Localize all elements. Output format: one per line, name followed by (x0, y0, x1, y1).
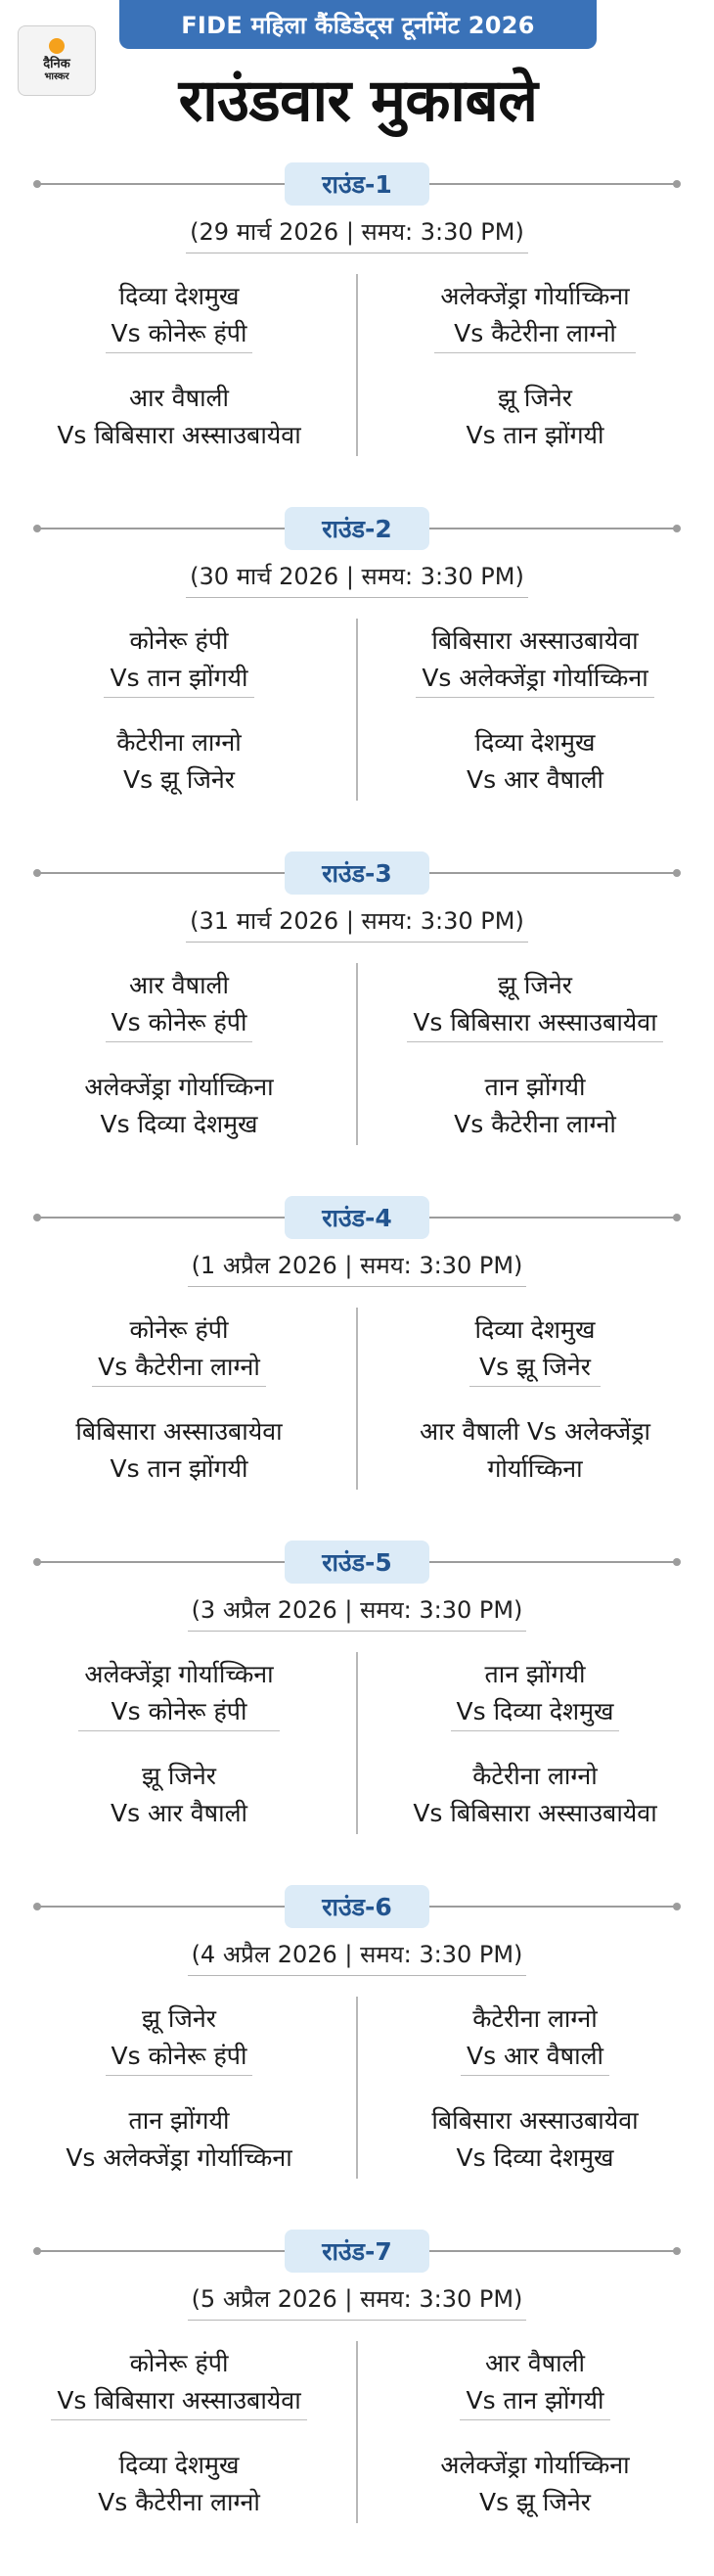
logo-line-2: भास्कर (44, 71, 69, 82)
round-rule-left (35, 1906, 285, 1908)
match-player-2: Vs कैटेरीना लाग्नो (454, 1110, 616, 1138)
match-player-2: Vs तान झोंगयी (466, 421, 604, 449)
match-text (451, 1656, 620, 1731)
match-player-1: बिबिसारा अस्साउबायेवा (431, 625, 639, 655)
match-text (460, 380, 609, 454)
round-section (0, 846, 714, 1190)
match-player-1: बिबिसारा अस्साउबायेवा (431, 2106, 639, 2135)
match (8, 1989, 350, 2087)
round-rule-right (429, 183, 679, 185)
column-divider (356, 619, 358, 801)
match-player-1: अलेक्जेंड्रा गोर्याच्किना (84, 1073, 274, 1101)
column-divider (356, 1652, 358, 1834)
round-label: राउंड-3 (285, 851, 429, 895)
match (8, 1057, 350, 1155)
round-rule-left (35, 183, 285, 185)
match-player-2: Vs तान झोंगयी (110, 1454, 248, 1483)
match-player-2: Vs कोनेरू हंपी (111, 318, 247, 347)
match (364, 368, 706, 466)
match (364, 2091, 706, 2188)
logo-line-1: दैनिक (43, 57, 70, 71)
match-player-2: Vs तान झोंगयी (110, 663, 248, 692)
round-rule-right (429, 1217, 679, 1219)
round-rule-left (35, 1561, 285, 1563)
match (8, 2091, 350, 2188)
match-player-2: Vs झू जिनेर (478, 1352, 592, 1381)
match-player-2: Vs आर वैषाली (110, 1799, 248, 1827)
match-text (416, 622, 653, 698)
match-player-2: Vs बिबिसारा अस्साउबायेवा (413, 1799, 657, 1827)
round-rule-right (429, 2250, 679, 2252)
match (364, 1057, 706, 1155)
round-label: राउंड-1 (285, 162, 429, 206)
round-section (0, 1879, 714, 2224)
match (8, 1402, 350, 1499)
match-player-2: Vs दिव्या देशमुख (100, 1110, 258, 1138)
match-player-1: झू जिनेर (142, 2003, 216, 2033)
round-label: राउंड-2 (285, 507, 429, 550)
round-date: (30 मार्च 2026 | समय: 3:30 PM) (186, 560, 528, 598)
match-text (51, 380, 306, 454)
match-text (78, 1069, 279, 1143)
page-title: राउंडवार मुकाबले (178, 67, 538, 135)
match-player-2: Vs आर वैषाली (466, 765, 604, 794)
match-text (104, 622, 253, 698)
match-player-1: दिव्या देशमुख (118, 281, 240, 310)
column-divider (356, 1308, 358, 1490)
match-player-1: अलेक्जेंड्रा गोर्याच्किना (440, 281, 630, 310)
column-divider (356, 963, 358, 1145)
match-player-2: Vs अलेक्जेंड्रा गोर्याच्किना (422, 663, 648, 692)
match (364, 1300, 706, 1398)
match-player-2: Vs दिव्या देशमुख (456, 2143, 614, 2172)
round-date-row (0, 2278, 714, 2323)
match-player-1: बिबिसारा अस्साउबायेवा (75, 1417, 283, 1446)
match-player-2: Vs कैटेरीना लाग्नो (98, 1352, 260, 1381)
match (364, 955, 706, 1053)
matches-grid (0, 2333, 714, 2541)
match-player-1: कैटेरीना लाग्नो (116, 728, 242, 757)
column-divider (356, 2341, 358, 2523)
match-player-1: आर वैषाली (129, 970, 229, 999)
match-player-1: आर वैषाली (485, 2348, 585, 2377)
match-player-2: Vs बिबिसारा अस्साउबायेवा (57, 2385, 301, 2415)
matches-grid (0, 1989, 714, 2196)
match (8, 1746, 350, 1844)
match (8, 2435, 350, 2533)
match-player-1: दिव्या देशमुख (474, 1314, 596, 1344)
match-text (92, 2447, 266, 2521)
match-player-1: कैटेरीना लाग्नो (472, 2003, 598, 2033)
round-section (0, 157, 714, 501)
match-player-1: दिव्या देशमुख (118, 2451, 240, 2479)
round-header (0, 1535, 714, 1589)
match-player-2: Vs बिबिसारा अस्साउबायेवा (57, 421, 301, 449)
column-divider (356, 274, 358, 456)
match-text (106, 967, 253, 1042)
match-text (105, 1758, 253, 1832)
match (364, 2435, 706, 2533)
match (8, 1300, 350, 1398)
match-player-1: तान झोंगयी (128, 2106, 230, 2135)
round-section (0, 501, 714, 846)
match (8, 2333, 350, 2431)
match-text (69, 1413, 288, 1488)
round-date: (4 अप्रैल 2026 | समय: 3:30 PM) (188, 1938, 527, 1976)
round-label: राउंड-5 (285, 1541, 429, 1584)
match-player-1: झू जिनेर (498, 970, 572, 999)
round-date: (3 अप्रैल 2026 | समय: 3:30 PM) (188, 1593, 527, 1632)
matches-grid (0, 611, 714, 818)
sun-icon (49, 38, 65, 54)
round-header (0, 2224, 714, 2278)
matches-grid (0, 1644, 714, 1852)
event-banner: FIDE महिला कैंडिडेट्स टूर्नामेंट 2026 (119, 0, 597, 49)
match (364, 713, 706, 810)
match-player-1: कैटेरीना लाग्नो (472, 1762, 598, 1790)
match-player-1: कोनेरू हंपी (129, 1314, 229, 1344)
round-date-row (0, 1245, 714, 1290)
match-text (407, 1758, 662, 1832)
match-player-1: आर वैषाली (129, 384, 229, 412)
match-player-2: Vs कोनेरू हंपी (111, 1007, 247, 1036)
round-header (0, 157, 714, 211)
match-player-2: Vs दिव्या देशमुख (456, 1696, 614, 1725)
match (8, 955, 350, 1053)
round-rule-left (35, 1217, 285, 1219)
match-player-1: अलेक्जेंड्रा गोर्याच्किना (84, 1659, 274, 1688)
round-rule-right (429, 1906, 679, 1908)
round-rule-right (429, 1561, 679, 1563)
match-text (461, 724, 609, 799)
match-player-1: दिव्या देशमुख (474, 728, 596, 757)
round-date: (1 अप्रैल 2026 | समय: 3:30 PM) (188, 1249, 527, 1287)
match-text (461, 2001, 609, 2076)
match-text (448, 1069, 622, 1143)
dainik-bhaskar-logo (18, 25, 96, 96)
round-date: (31 मार्च 2026 | समय: 3:30 PM) (186, 904, 528, 943)
match-player-2: Vs आर वैषाली (466, 2041, 604, 2070)
round-rule-right (429, 528, 679, 529)
match-text (425, 2102, 644, 2177)
round-date: (5 अप्रैल 2026 | समय: 3:30 PM) (188, 2282, 527, 2321)
match (364, 611, 706, 709)
match-player-2: Vs कैटेरीना लाग्नो (98, 2488, 260, 2516)
matches-grid (0, 955, 714, 1163)
match (364, 2333, 706, 2431)
match-text (414, 1413, 656, 1488)
round-section (0, 1535, 714, 1879)
round-date-row (0, 1934, 714, 1979)
match (8, 368, 350, 466)
match-player-1: झू जिनेर (142, 1762, 216, 1790)
match-text (60, 2102, 297, 2177)
round-label: राउंड-6 (285, 1885, 429, 1928)
match (8, 713, 350, 810)
rounds-list (0, 157, 714, 2568)
match-player-2: Vs कोनेरू हंपी (111, 1696, 247, 1725)
matches-grid (0, 266, 714, 474)
round-rule-right (429, 872, 679, 874)
round-date-row (0, 1589, 714, 1634)
match-text (460, 2345, 609, 2420)
match-player-2: Vs अलेक्जेंड्रा गोर्याच्किना (66, 2143, 292, 2172)
round-header (0, 1879, 714, 1934)
match-player-2: Vs बिबिसारा अस्साउबायेवा (413, 1007, 657, 1036)
match-text (51, 2345, 306, 2420)
round-label: राउंड-7 (285, 2230, 429, 2273)
match (364, 1402, 706, 1499)
round-header (0, 846, 714, 900)
match (364, 1746, 706, 1844)
match-text (106, 278, 253, 353)
match-player-1: कोनेरू हंपी (129, 625, 229, 655)
match (8, 266, 350, 364)
match-text (92, 1311, 266, 1387)
match-player-2: Vs तान झोंगयी (466, 2385, 604, 2415)
match-player-2: Vs कोनेरू हंपी (111, 2041, 247, 2070)
match-player-1: तान झोंगयी (484, 1073, 586, 1101)
match-player-1: झू जिनेर (498, 384, 572, 412)
round-date: (29 मार्च 2026 | समय: 3:30 PM) (186, 215, 528, 253)
match-text (407, 967, 662, 1042)
match-player-1: आर वैषाली Vs अलेक्जेंड्रा (419, 1417, 651, 1446)
match (364, 1644, 706, 1742)
match-text (434, 278, 635, 353)
matches-grid (0, 1300, 714, 1507)
match-player-2: गोर्याच्किना (487, 1454, 583, 1483)
match-player-2: Vs कैटेरीना लाग्नो (454, 318, 616, 347)
column-divider (356, 1997, 358, 2179)
round-date-row (0, 556, 714, 601)
match-text (106, 2001, 253, 2076)
round-rule-left (35, 528, 285, 529)
match-player-2: Vs झू जिनेर (478, 2488, 592, 2516)
round-date-row (0, 900, 714, 945)
round-header (0, 501, 714, 556)
match-player-1: कोनेरू हंपी (129, 2348, 229, 2377)
match-text (111, 724, 247, 799)
match (364, 1989, 706, 2087)
round-date-row (0, 211, 714, 256)
round-rule-left (35, 2250, 285, 2252)
round-section (0, 2224, 714, 2568)
round-label: राउंड-4 (285, 1196, 429, 1239)
round-rule-left (35, 872, 285, 874)
match-text (78, 1656, 279, 1731)
match-text (434, 2447, 635, 2521)
match (8, 611, 350, 709)
header (0, 0, 714, 157)
match-player-1: अलेक्जेंड्रा गोर्याच्किना (440, 2451, 630, 2479)
match-player-2: Vs झू जिनेर (122, 765, 236, 794)
match (364, 266, 706, 364)
round-section (0, 1190, 714, 1535)
match-player-1: तान झोंगयी (484, 1659, 586, 1688)
round-header (0, 1190, 714, 1245)
match-text (469, 1311, 602, 1387)
match (8, 1644, 350, 1742)
